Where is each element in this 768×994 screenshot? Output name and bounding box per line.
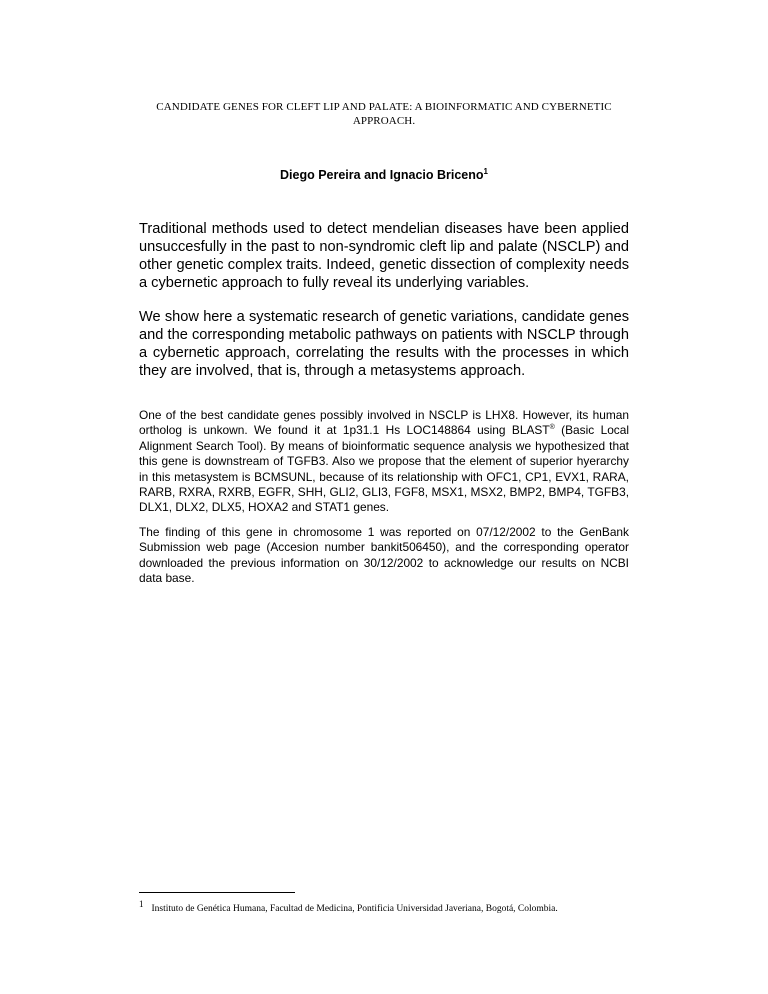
paragraph-3-part-a: One of the best candidate genes possibly involved in NSCLP is LHX8. However, its human ortholog is unkown. We found it at 1p31.1 Hs LOC148864 using BLAST bbox=[139, 408, 629, 438]
abstract-paragraph-3 bbox=[139, 408, 629, 516]
footnote bbox=[139, 898, 639, 915]
footnote-mark: 1 bbox=[139, 898, 144, 909]
abstract-paragraph-4: The finding of this gene in chromosome 1 was reported on 07/12/2002 to the GenBank Submission web page (Accesion number bankit506450), and the corresponding operator downloaded the previous information on 30/12/2002 to acknowledge our results on NCBI data base. bbox=[139, 525, 629, 586]
paragraph-3-part-b: (Basic Local Alignment Search Tool). By means of bioinformatic sequence analysis we hypothesized that this gene is downstream of TGFB3. Also we propose that the element of superior hyerarchy in this metasystem is BCMSUNL, because of its relationship with OFC1, CP1, EVX1, RARA, RARB, RXRA, RXRB, EGFR, SHH, GLI2, GLI3, FGF8, MSX1, MSX2, BMP2, BMP4, TGFB3, DLX1, DLX2, DLX5, HOXA2 and STAT1 genes. bbox=[139, 423, 630, 515]
footnote-separator bbox=[139, 892, 295, 893]
paper-title: CANDIDATE GENES FOR CLEFT LIP AND PALATE: A BIOINFORMATIC AND CYBERNETIC APPROACH. bbox=[156, 101, 612, 127]
author-line bbox=[130, 168, 638, 182]
author-names: Diego Pereira and Ignacio Briceno bbox=[280, 168, 484, 182]
registered-mark: ® bbox=[549, 424, 555, 432]
affiliation-mark: 1 bbox=[483, 166, 488, 176]
abstract-paragraph-1: Traditional methods used to detect mendelian diseases have been applied unsuccesfully in the past to non-syndromic cleft lip and palate (NSCLP) and other genetic complex traits. Indeed, genetic dissection of complexity needs a cybernetic approach to fully reveal its underlying variables. bbox=[139, 221, 629, 291]
footnote-text: Instituto de Genética Humana, Facultad de Medicina, Pontificia Universidad Javeriana, Bogotá, Colombia. bbox=[151, 904, 558, 914]
abstract-paragraph-2: We show here a systematic research of genetic variations, candidate genes and the corresponding metabolic pathways on patients with NSCLP through a cybernetic approach, correlating the results with the processes in which they are involved, that is, through a metasystems approach. bbox=[139, 309, 629, 379]
